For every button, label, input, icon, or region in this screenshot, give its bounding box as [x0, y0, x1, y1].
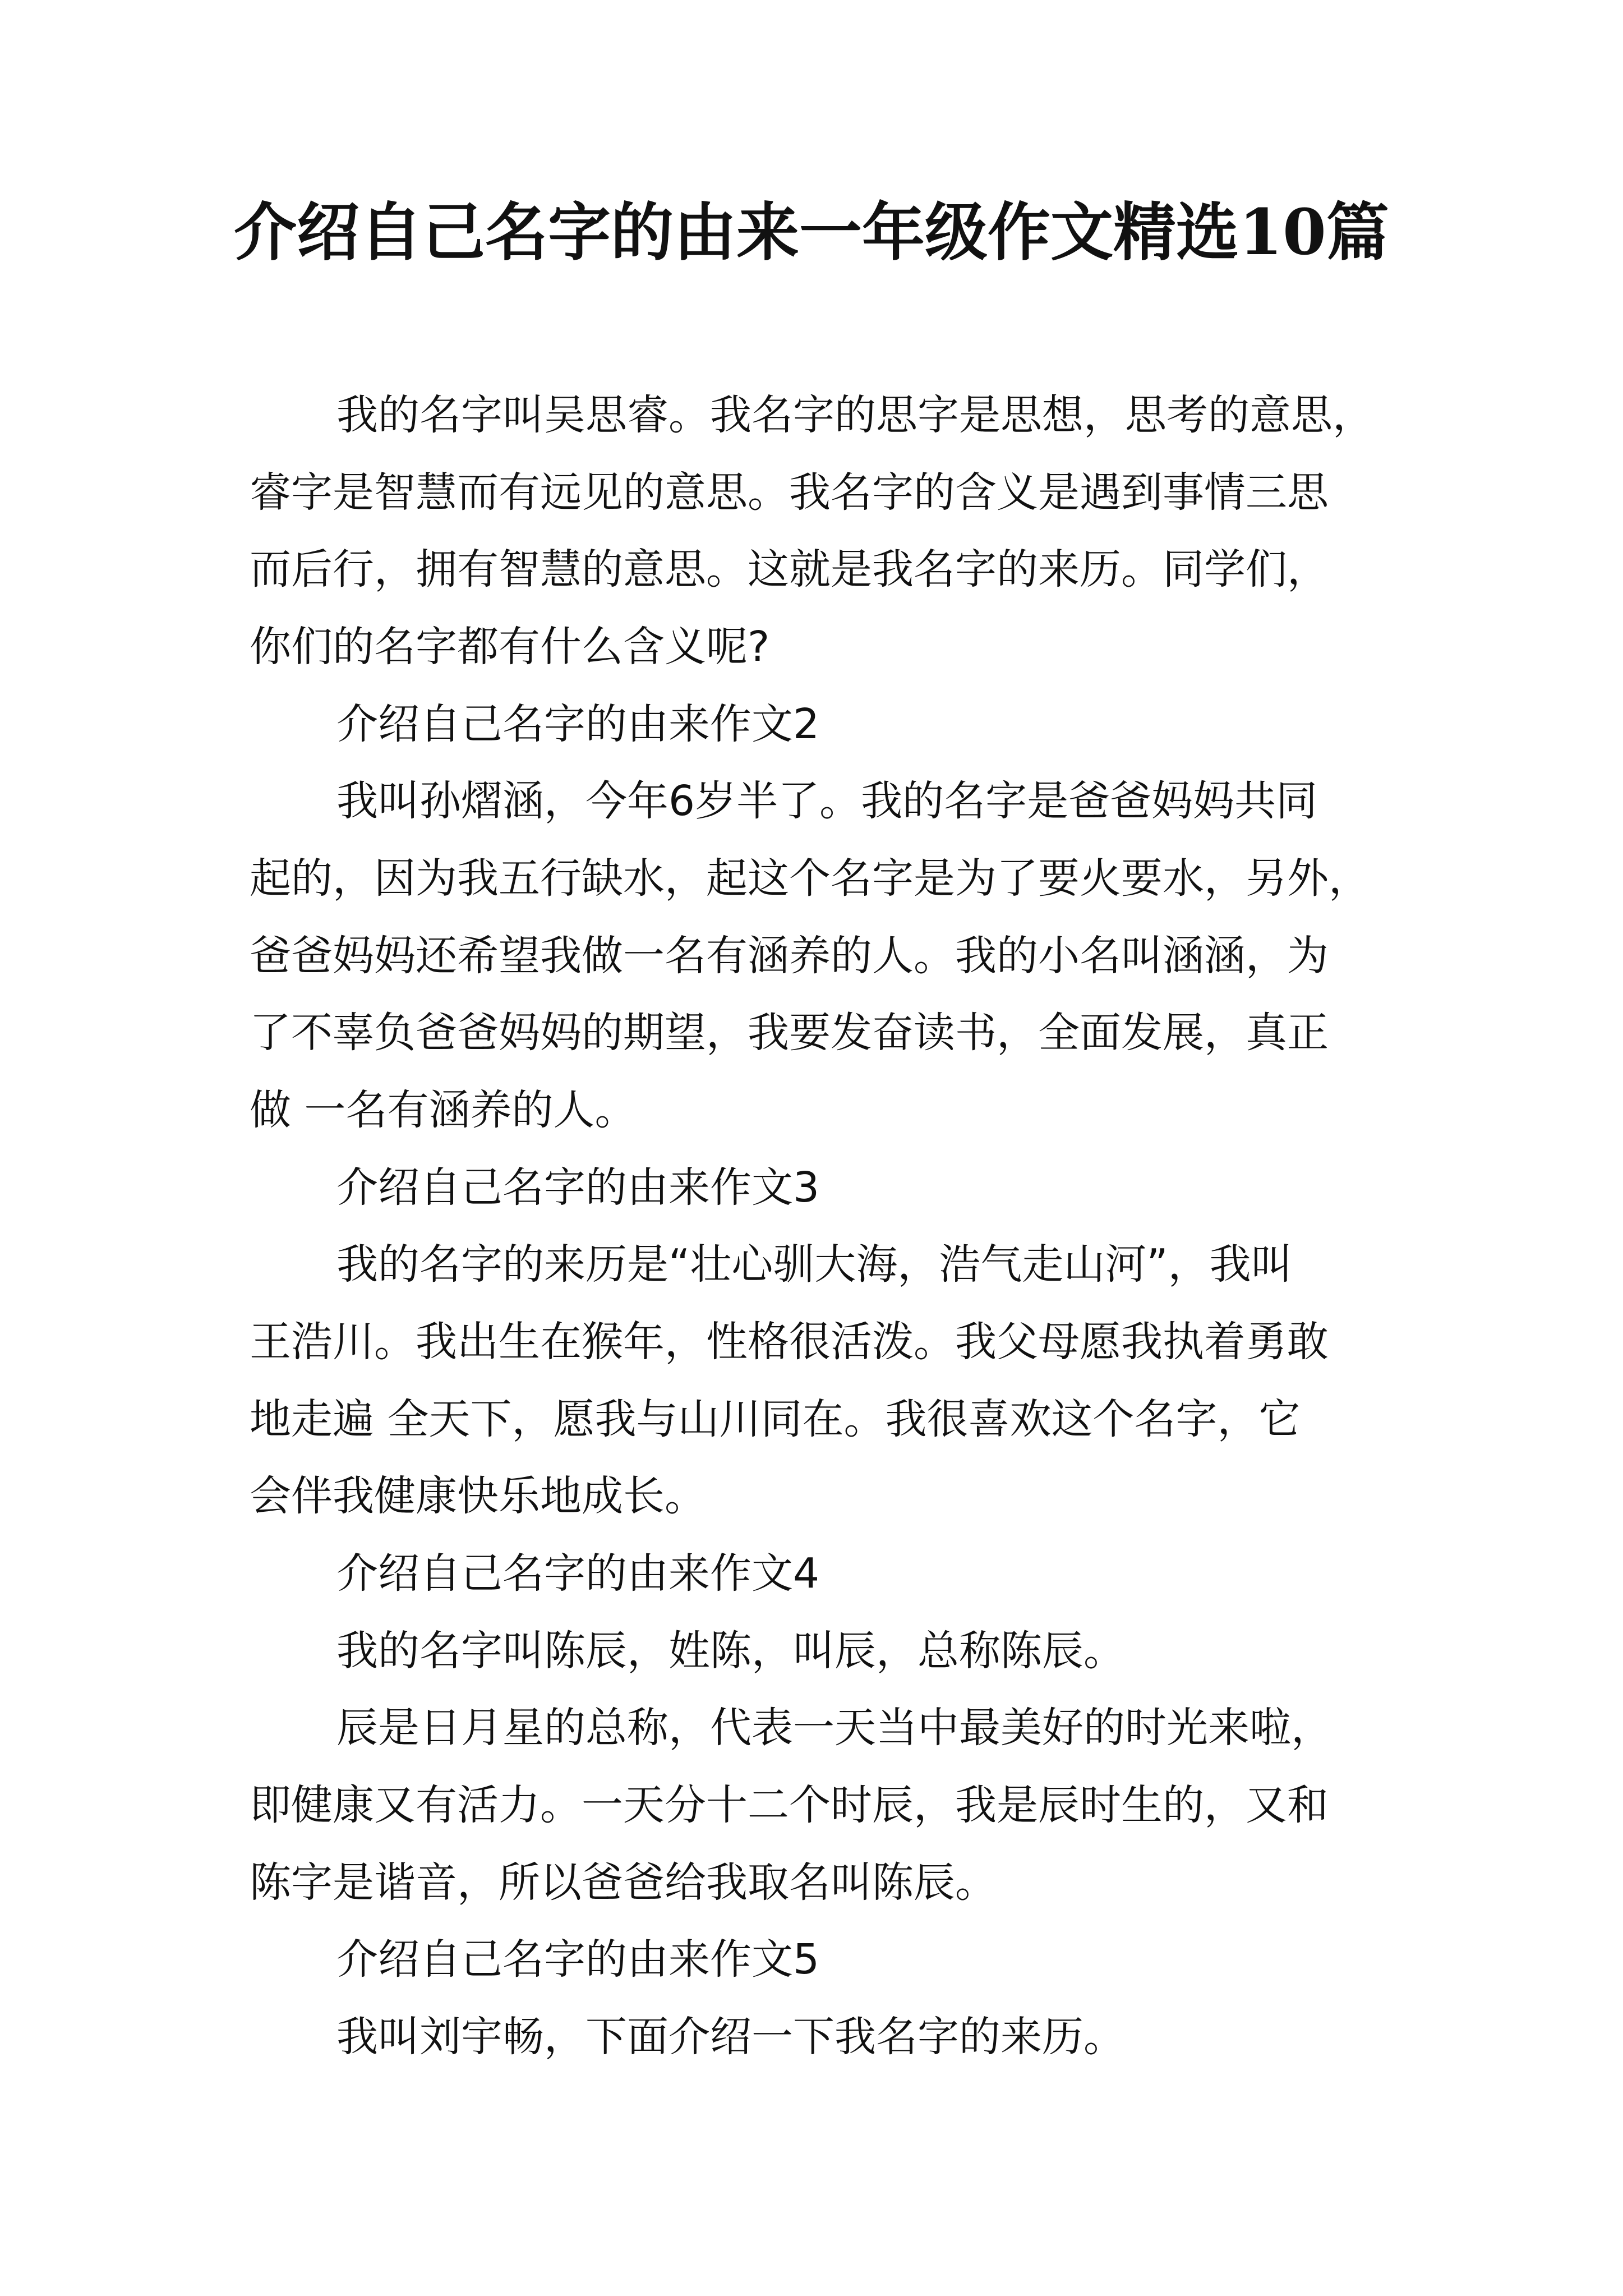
section-heading: 介绍自己名字的由来作文2	[336, 700, 820, 748]
paragraph-line: 睿字是智慧而有远见的意思。我名字的含义是遇到事情三思	[250, 468, 1329, 517]
paragraph-line: 我叫孙熠涵，今年6岁半了。我的名字是爸爸妈妈共同	[336, 777, 1318, 825]
paragraph-line: 辰是日月星的总称，代表一天当中最美好的时光来啦，	[336, 1704, 1332, 1752]
section-heading: 介绍自己名字的由来作文3	[336, 1163, 820, 1212]
paragraph-line: 做 一名有涵养的人。	[250, 1086, 637, 1134]
paragraph-line: 我的名字叫陈辰，姓陈，叫辰，总称陈辰。	[336, 1627, 1125, 1675]
paragraph-line: 地走遍 全天下，愿我与山川同在。我很喜欢这个名字，它	[250, 1395, 1301, 1443]
paragraph-line: 爸爸妈妈还希望我做一名有涵养的人。我的小名叫涵涵，为	[250, 932, 1329, 980]
paragraph-line: 了不辜负爸爸妈妈的期望，我要发奋读书，全面发展，真正	[250, 1009, 1329, 1057]
paragraph-line: 王浩川。我出生在猴年，性格很活泼。我父母愿我执着勇敢	[250, 1318, 1329, 1366]
paragraph-line: 起的，因为我五行缺水，起这个名字是为了要火要水，另外，	[250, 854, 1370, 903]
paragraph-line: 你们的名字都有什么含义呢?	[250, 623, 770, 671]
paragraph-line: 我的名字叫吴思睿。我名字的思字是思想，思考的意思，	[336, 391, 1374, 439]
paragraph-line: 我的名字的来历是“壮心驯大海，浩气走山河”，我叫	[336, 1240, 1293, 1289]
section-heading: 介绍自己名字的由来作文5	[336, 1935, 820, 1984]
section-heading: 介绍自己名字的由来作文4	[336, 1549, 820, 1598]
page-title: 介绍自己名字的由来一年级作文精选10篇	[234, 196, 1389, 269]
paragraph-line: 陈字是谐音，所以爸爸给我取名叫陈辰。	[250, 1858, 997, 1907]
paragraph-line: 我叫刘宇畅，下面介绍一下我名字的来历。	[336, 2013, 1125, 2061]
paragraph-line: 会伴我健康快乐地成长。	[250, 1472, 706, 1520]
paragraph-line: 即健康又有活力。一天分十二个时辰，我是辰时生的，又和	[250, 1781, 1329, 1829]
paragraph-line: 而后行，拥有智慧的意思。这就是我名字的来历。同学们，	[250, 545, 1329, 593]
